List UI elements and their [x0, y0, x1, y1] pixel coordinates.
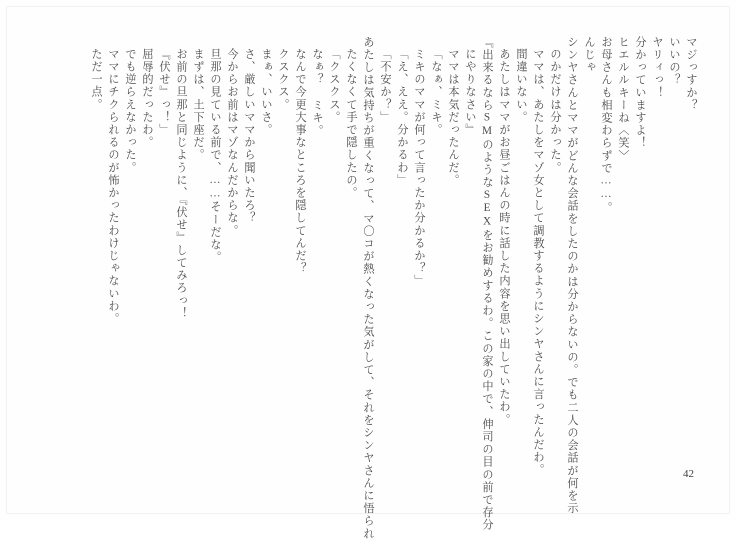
text-line: あたしはママがお昼ごはんの時に話した内容を思い出していたわ。 [498, 48, 510, 426]
text-line: 間違いない。 [515, 48, 527, 124]
text-line: んじゃ [583, 36, 595, 74]
text-line: たくなくて手で隠したの。 [345, 48, 357, 200]
text-line: お母さんも相変わらずで……。 [600, 36, 612, 214]
text-line: ヤリィっ！ [651, 36, 663, 99]
text-line: 今からお前はマゾなんだからな。 [226, 48, 238, 237]
text-line: でも逆らえなかった。 [124, 48, 136, 174]
text-line: ヒエルルキーね〈笑〉 [617, 36, 629, 162]
text-line: 分かっていますよ！ [634, 36, 646, 150]
text-line: にやりなさい』 [464, 48, 476, 137]
text-line: クスクス。 [277, 48, 289, 111]
text-line: ミキのママが何って言ったか分かるか？」 [413, 48, 425, 288]
text-line: さ、厳しいママから聞いたろ？ [243, 48, 255, 225]
text-line: まずは、土下座だ。 [192, 48, 204, 162]
text-line: なんで今更大事なところを隠してんだ？ [294, 48, 306, 275]
text-line: あたしは気持ちが重くなって、マ〇コが熱くなった気がして、それをシンヤさんに悟られ [362, 36, 374, 540]
text-line: 旦那の見ている前で、……そーだな。 [209, 48, 221, 264]
text-line: お前の旦那と同じように、『伏せ』してみろっ！ [175, 48, 187, 320]
text-line: ママにチクられるのが怖かったわけじゃないわ。 [107, 48, 119, 326]
text-line: 「なぁ、ミキ。 [430, 48, 442, 137]
text-line: なぁ？ ミキ。 [311, 48, 323, 137]
text-line: 「え、ええ。分かるわ」 [396, 48, 408, 187]
text-line: いいの？ [668, 36, 680, 87]
text-line: ママは本気だったんだ。 [447, 48, 459, 187]
text-line: 「クスクス。 [328, 48, 340, 124]
text-line: ただ一点。 [90, 48, 102, 111]
text-line: 「不安か？」 [379, 48, 391, 124]
text-line: のかだけは分かった。 [549, 48, 561, 174]
page-number: 42 [683, 468, 694, 480]
text-line: 『出来るならSMのようなSEXをお勧めするわ。この家の中で、伸司の目の前で存分 [481, 36, 493, 532]
text-line: マジっすか？ [685, 36, 697, 112]
text-line: まぁ、いいさ。 [260, 48, 272, 137]
text-line: ママは、あたしをマゾ女として調教するようにシンヤさんに言ったんだわ。 [532, 48, 544, 477]
text-line: シンヤさんとママがどんな会話をしたのかは分からないの。でも二人の会話が何を示 [566, 36, 578, 515]
text-line: 『伏せ』っ！」 [158, 48, 170, 137]
text-line: 屈辱的だったわ。 [141, 48, 153, 149]
